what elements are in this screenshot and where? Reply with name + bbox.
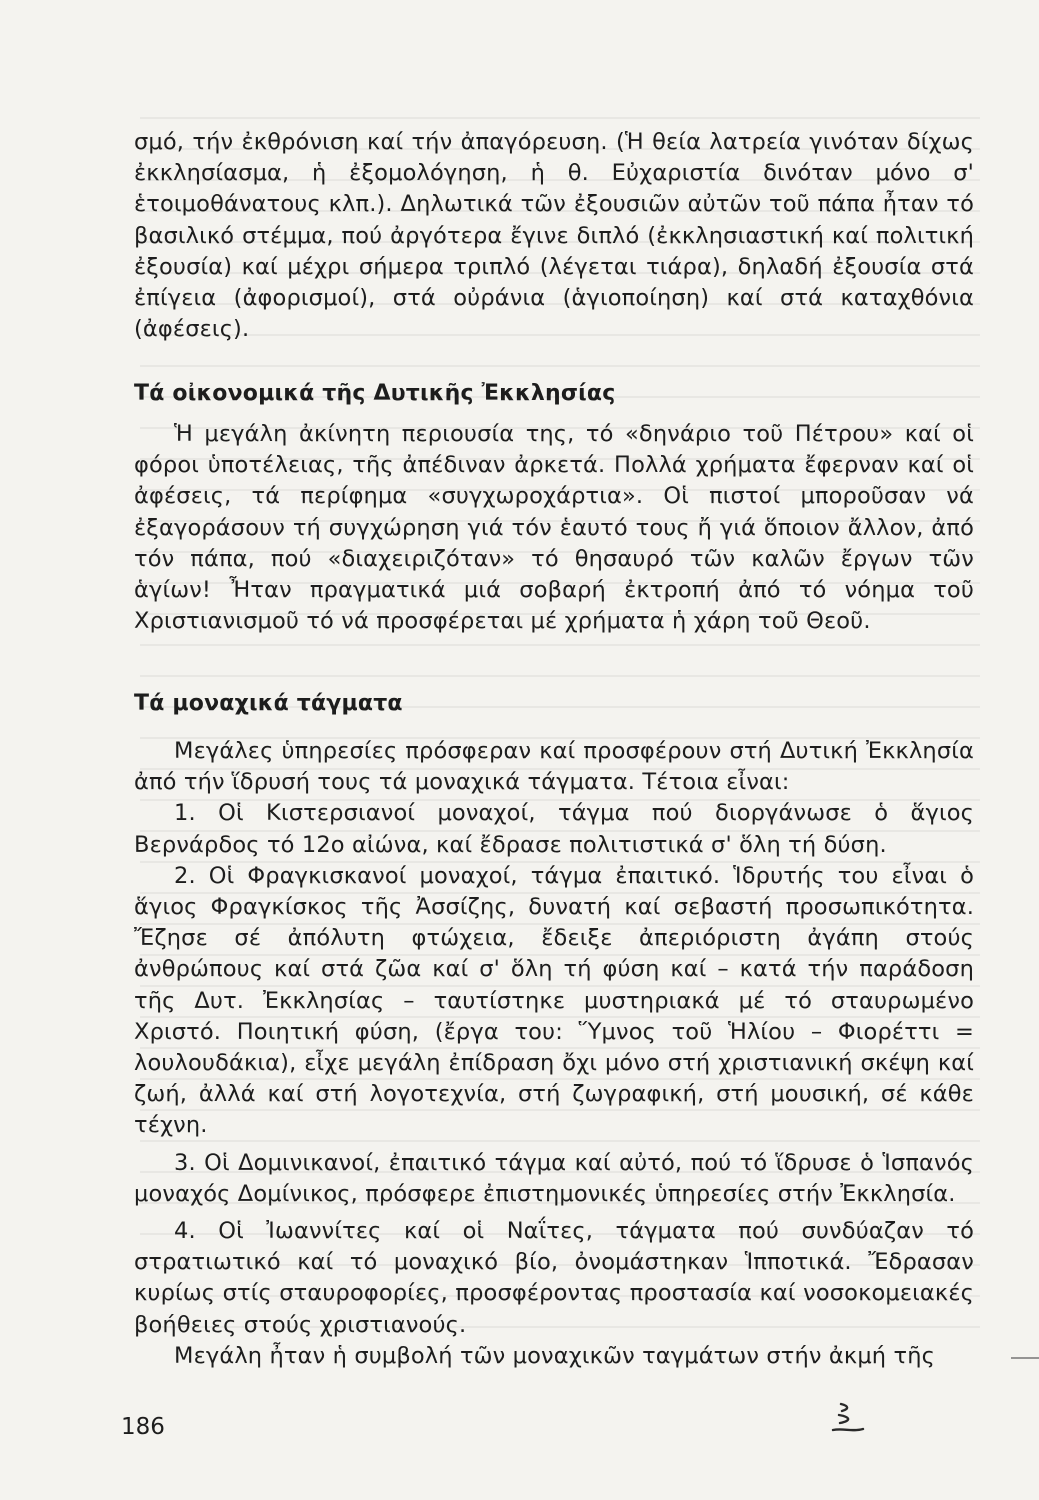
monastic-item-3: 3. Οἱ Δομινικανοί, ἐπαιτικό τάγμα καί αὐτό, πού τό ἵδρυσε ὁ Ἱσπανός μοναχός Δομίνικος, πρόσφερε ἐπιστημονικές ὑπηρεσίες στήν Ἐκκλησία. xyxy=(134,1149,974,1207)
economics-text-block xyxy=(134,419,974,637)
intro-paragraph: σμό, τήν ἐκθρόνιση καί τήν ἀπαγόρευση. (Ἡ θεία λατρεία γινόταν δίχως ἐκκλησίασμα, ἡ ἐξομολόγηση, ἡ θ. Εὐχαριστία δινόταν μόνο σ' ἑτοιμοθάνατους κλπ.). Δηλωτικά τῶν ἐξουσιῶν αὐτῶν τοῦ πάπα ἦταν τό βασιλικό στέμμα, πού ἀργότερα ἔγινε διπλό (ἐκκλησιαστική καί πολιτική ἐξουσία) καί μέχρι σήμερα τριπλό (λέγεται τιάρα), δηλαδή ἐξουσία στά ἐπίγεια (ἀφορισμοί), στά οὐράνια (ἁγιοποίηση) καί στά καταχθόνια (ἀφέσεις). xyxy=(134,129,974,343)
monastic-item-4: 4. Οἱ Ἰωαννίτες καί οἱ Ναΐτες, τάγματα πού συνδύαζαν τό στρατιωτικό καί τό μοναχικό βίο, ὀνομάστηκαν Ἱπποτικά. Ἔδρασαν κυρίως στίς σταυροφορίες, προσφέροντας προστασία καί νοσοκομειακές βοήθειες στούς χριστιανούς. xyxy=(134,1218,974,1338)
section-heading-monastic-orders: Τά μοναχικά τάγματα xyxy=(134,691,403,716)
monastic-item-1: 1. Οἱ Κιστερσιανοί μοναχοί, τάγμα πού διοργάνωσε ὁ ἅγιος Βερνάρδος τό 12ο αἰώνα, καί ἔδρασε πολιτιστικά σ' ὅλη τή δύση. xyxy=(134,800,974,858)
economics-paragraph: Ἡ μεγάλη ἀκίνητη περιουσία της, τό «δηνάριο τοῦ Πέτρου» καί οἱ φόροι ὑποτέλειας, τῆς ἀπέδιναν ἀρκετά. Πολλά χρήματα ἔφερναν καί οἱ ἀφέσεις, τά περίφημα «συγχωροχάρτια». Οἱ πιστοί μποροῦσαν νά ἐξαγοράσουν τή συγχώρηση γιά τόν ἑαυτό τους ἤ γιά ὅποιον ἄλλον, ἀπό τόν πάπα, πού «διαχειριζόταν» τό θησαυρό τῶν καλῶν ἔργων τῶν ἁγίων! Ἦταν πραγματικά μιά σοβαρή ἐκτροπή ἀπό τό νόημα τοῦ Χριστιανισμοῦ τό νά προσφέρεται μέ χρήματα ἡ χάρη τοῦ Θεοῦ. xyxy=(134,421,974,635)
pen-mark-squiggle xyxy=(827,1400,867,1436)
monastic-intro-paragraph: Μεγάλες ὑπηρεσίες πρόσφεραν καί προσφέρουν στή Δυτική Ἐκκλησία ἀπό τήν ἵδρυσή τους τά μοναχικά τάγματα. Τέτοια εἶναι: xyxy=(134,738,974,796)
margin-mark xyxy=(1011,1357,1039,1359)
monastic-item-2: 2. Οἱ Φραγκισκανοί μοναχοί, τάγμα ἐπαιτικό. Ἱδρυτής του εἶναι ὁ ἅγιος Φραγκίσκος τῆς Ἀσσίζης, δυνατή καί σεβαστή προσωπικότητα. Ἔζησε σέ ἀπόλυτη φτώχεια, ἔδειξε ἀπεριόριστη ἀγάπη στούς ἀνθρώπους καί στά ζῶα καί σ' ὅλη τή φύση καί – κατά τήν παράδοση τῆς Δυτ. Ἐκκλησίας – ταυτίστηκε μυστηριακά μέ τό σταυρωμένο Χριστό. Ποιητική φύση, (ἔργα του: Ὕμνος τοῦ Ἡλίου – Φιορέττι = λουλουδάκια), εἶχε μεγάλη ἐπίδραση ὄχι μόνο στή χριστιανική σκέψη καί ζωή, ἀλλά καί στή λογοτεχνία, στή ζωγραφική, στή μουσική, σέ κάθε τέχνη. xyxy=(134,862,974,1139)
monastic-closing-line: Μεγάλη ἦταν ἡ συμβολή τῶν μοναχικῶν ταγμάτων στήν ἀκμή τῆς xyxy=(174,1342,935,1369)
section-heading-economics: Τά οἰκονομικά τῆς Δυτικῆς Ἐκκλησίας xyxy=(134,381,616,406)
intro-text-block xyxy=(134,127,974,345)
monastic-text-block xyxy=(134,736,974,1372)
page-number: 186 xyxy=(121,1414,165,1440)
